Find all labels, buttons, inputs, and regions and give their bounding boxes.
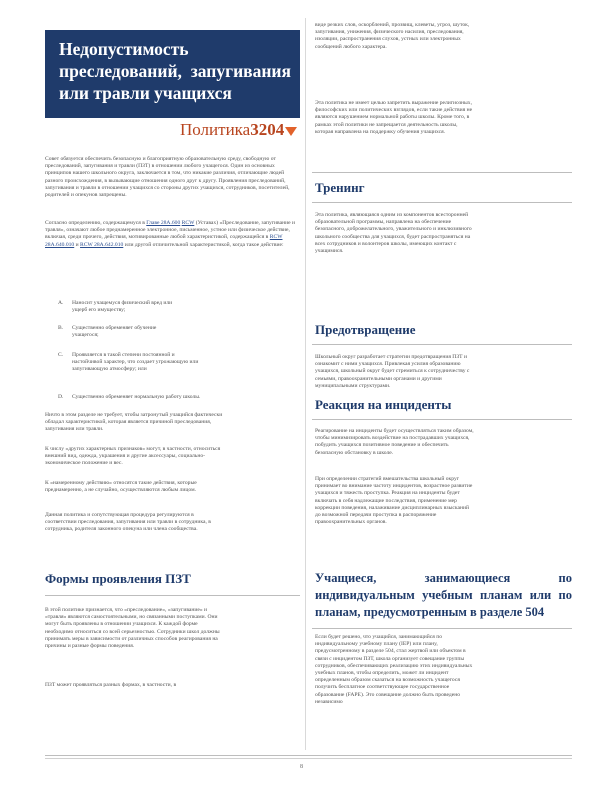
heading-rule (312, 202, 572, 203)
policy-code: 3204 (250, 120, 285, 139)
link-rcw-642[interactable]: RCW 28A.642.010 (80, 241, 124, 248)
list-marker: D. (58, 394, 64, 400)
footer-rule (45, 758, 572, 759)
legal-text-2: (Уставах) «Преследование, запугивание и травля», означают любое преднамеренное электронное, письменное, устное или физическое действие, включая, среди прочего, действия, мотивированные любой характеристикой, содержащейся в (45, 220, 295, 241)
paragraph-intent: К «намеренному действию» относятся такие действия, которые преднамеренно, а не случайно, осуществляются любым лицом. (45, 480, 197, 494)
list-text: Наносит учащемуся физический вред или ущерб его имуществу; (72, 300, 173, 314)
footer-rule (45, 755, 572, 756)
legal-text-and: и (75, 241, 79, 248)
link-rcw-600[interactable]: Главе 28A.600 (146, 220, 181, 226)
paragraph-forms: В этой политике признается, что «преследование», «запугивание» и «травля» являются самостоятельными, но связанными поступками. Они могут быть проявлены в отношении учащихся. К каждой форме необходимо относиться со всей серьезностью. Сотрудники школ должны принимать меры в зависимости от различных способов реагирования на причины и разные формы поведения. (45, 607, 220, 650)
list-item (58, 394, 298, 406)
triangle-down-icon (285, 127, 297, 136)
list-text: Проявляется в такой степени постоянной и настойчивой характер, что создает угрожающую или запугивающую атмосферу; или (72, 352, 199, 373)
intro-paragraph: Совет обязуется обеспечить безопасную и благоприятную образовательную среду, свободную от преследований, запугивания и травли (ПЗТ) в отношении любого учащегося. Один из основных принципов нашего школьного округа, заключается в том, что никакие различия, отличающие людей разного происхождения, в вызывающие отношения одного друг к другу. Проявления преследований, запугивания и травли в отношении учащихся со стороны других учащихся, сотрудников, посетителей, родителей и опекунов запрещены. (45, 156, 290, 199)
column-divider (305, 18, 306, 750)
paragraph-response-2: При определении стратегий вмешательства школьный округ принимает во внимание частоту инцидентов, возрастное развитие учащихся и тяжесть проступка. Реакция на инциденты будет включать в себя надлежащие последствия, применение мер коррекции поведения, налаживание дисциплинарных взысканий до возможной передачи проступка в распоряжение правоохранительных органов. (315, 476, 473, 526)
paragraph-response: Реагирование на инциденты будет осуществляться таким образом, чтобы минимизировать воздействие на пострадавших учащихся, побудить учащихся позитивное поведение и обеспечить безопасную обстановку в школе. (315, 428, 474, 456)
legal-text-1: Согласно определению, содержащемуся в (45, 220, 145, 226)
paragraph-training: Эта политика, являющаяся одним из компонентов всесторонней образовательной программы, направлена на обеспечение безопасного, доброжелательного, уважительного и инклюзивного школьного сообщества для учащихся, будет распространяться на всех сотрудников и волонтеров школы, имеющих контакт с учащимися. (315, 212, 472, 255)
list-item (58, 325, 298, 345)
list-item (58, 352, 298, 382)
link-rcw-600-b[interactable]: RCW (181, 220, 195, 226)
heading-training: Тренинг (315, 180, 365, 195)
heading-rule (312, 344, 572, 345)
heading-rule (312, 419, 572, 420)
heading-forms: Формы проявления ПЗТ (45, 571, 191, 586)
heading-prevention: Предотвращение (315, 322, 416, 337)
list-marker: B. (58, 325, 64, 331)
heading-rule (45, 595, 300, 596)
list-text: Существенно обременяет нормальную работу школы. (72, 394, 201, 400)
heading-rule (312, 628, 572, 629)
paragraph-504: Если будет решено, что учащийся, занимающийся по индивидуальному учебному плану (IEP) или плану, предусмотренному в разделе 504, стал жертвой или объектом в связи с инцидентом ПЗТ, школа организует совещание группы сотрудников, обеспечивающих реализацию этих индивидуальных учебных планов, чтобы определить, может ли инцидент определенным образом сказаться на возможность учащегося получить бесплатное соответствующее государственное образование (FAPE). Это совещание должно быть проведено независимо (315, 634, 473, 705)
paragraph-other-traits: К числу «других характерных признаков» могут, в частности, относиться внешний вид, одежда, украшения и другие аксессуары, социально-экономическое положение и вес. (45, 446, 221, 467)
paragraph-nothing: Ничто в этом разделе не требует, чтобы затронутый учащийся фактически обладал характеристикой, которая является причиной преследования, запугивания или травли. (45, 412, 223, 433)
title-banner (45, 30, 300, 118)
section-rule (312, 172, 572, 173)
heading-response: Реакция на инциденты (315, 397, 452, 412)
list-text: Существенно обременяет обучение учащегося; (72, 325, 157, 339)
list-item (58, 300, 298, 320)
paragraph-policy-scope: Данная политика и сопутствующая процедура регулируются в соответствии преследования, запугивания или травли в сотрудника, в сотрудника, родителя законного опекуна или члена сообщества. (45, 512, 211, 533)
page-number: 8 (300, 764, 303, 770)
link-rcw-640[interactable]: RCW 28A.640.010 (45, 234, 283, 248)
heading-504-students: Учащиеся, занимающиеся по индивидуальным учебным планам или по планам, предусмотренным в разделе 504 (315, 571, 572, 619)
policy-prefix: Политика (180, 120, 251, 139)
policy-number (180, 120, 284, 140)
paragraph-expression: Эта политика не имеет целью запретить выражение религиозных, философских или политических взглядов, если такие действия не являются нарушением нормальной работы школы. Кроме того, в рамках этой политики не запрещается деятельность школы, которая направлена на поддержку обучения учащихся. (315, 100, 473, 135)
page-title: Недопустимость преследований, запугивания или травли учащихся (59, 39, 291, 103)
legal-definition (45, 220, 300, 249)
paragraph-forms-2: ПЗТ может проявляться разных формах, в частности, в (45, 682, 177, 688)
legal-text-3: или другой отличительной характеристикой, когда такое действие: (124, 241, 284, 248)
list-marker: A. (58, 300, 64, 306)
paragraph-forms-continued: виде резких слов, оскорблений, прозвищ, клеветы, угроз, шуток, запугивания, унижения, физического насилия, преследования, изоляции, распространения слухов, устных или электронных сообщений любого характера. (315, 22, 470, 50)
list-marker: C. (58, 352, 64, 358)
paragraph-prevention: Школьный округ разработает стратегии предотвращения ПЗТ и ознакомит с ними учащихся. Привлекая усилия образованию учащихся, школьный округ будет стремиться к сотрудничеству с семьями, правоохранительными органами и другими муниципальными структурами. (315, 354, 470, 389)
